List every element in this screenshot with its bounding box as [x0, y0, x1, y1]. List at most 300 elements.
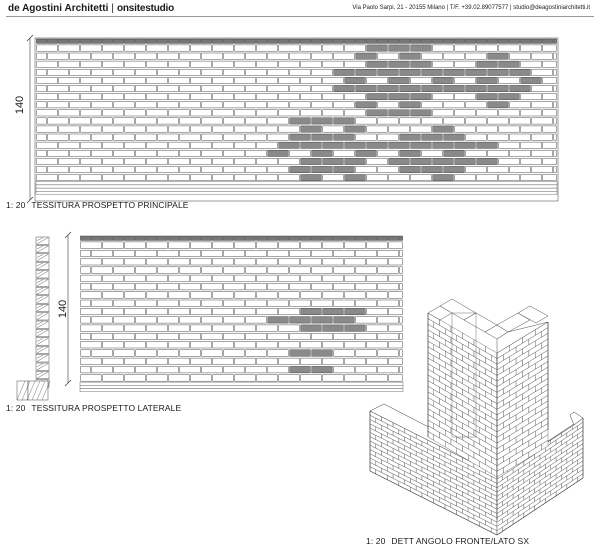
header-address: Via Paolo Sarpi, 21 - 20155 Milano | T/F. +39.02.89077577 | studio@deagostiniarchitetti.it [352, 5, 590, 11]
brick [455, 110, 476, 116]
brick [532, 53, 553, 59]
pattern-brick [400, 134, 421, 140]
brick [70, 134, 91, 140]
brick [279, 175, 300, 181]
brick [180, 69, 201, 75]
cap-brick [146, 236, 156, 240]
brick [224, 283, 245, 290]
brick [136, 69, 157, 75]
brick [213, 259, 234, 266]
brick [257, 358, 278, 365]
cap-brick [223, 39, 233, 43]
cap-brick [168, 39, 178, 43]
principal-caption [6, 200, 189, 210]
brick [455, 175, 476, 181]
brick [246, 333, 267, 340]
brick [81, 292, 102, 299]
brick [554, 53, 557, 59]
brick [147, 61, 168, 67]
pattern-brick [422, 69, 443, 75]
cap-brick [366, 39, 376, 43]
cap-brick [256, 39, 266, 43]
brick [136, 53, 157, 59]
brick [257, 242, 278, 249]
pattern-brick [323, 308, 344, 315]
brick [444, 102, 465, 108]
brick [356, 250, 377, 257]
brick [257, 375, 278, 382]
brick [81, 267, 91, 274]
brick [400, 118, 421, 124]
brick [235, 375, 256, 382]
cap-brick [201, 39, 211, 43]
brick [422, 102, 443, 108]
cap-brick [322, 39, 332, 43]
brick [48, 102, 69, 108]
brick [114, 85, 135, 91]
pattern-brick [400, 166, 421, 172]
pattern-brick [345, 158, 366, 164]
brick [81, 283, 91, 290]
brick [136, 85, 157, 91]
brick [301, 358, 322, 365]
brick [169, 158, 190, 164]
brick [59, 94, 80, 100]
brick [191, 292, 212, 299]
brick [246, 102, 267, 108]
brick [543, 126, 557, 132]
brick [224, 300, 245, 307]
pattern-brick [477, 61, 498, 67]
brick [290, 102, 311, 108]
brick [136, 267, 157, 274]
pattern-brick [301, 175, 322, 181]
pattern-brick [312, 134, 333, 140]
corner-caption [366, 536, 529, 546]
brick [554, 150, 557, 156]
brick [466, 53, 487, 59]
brick [389, 325, 403, 332]
brick [235, 242, 256, 249]
brick [279, 375, 300, 382]
brick [169, 77, 190, 83]
brick [455, 94, 476, 100]
brick [169, 94, 190, 100]
brick [290, 283, 311, 290]
brick [290, 69, 311, 75]
brick [224, 350, 245, 357]
pattern-brick [411, 142, 432, 148]
pattern-brick [301, 126, 322, 132]
brick [323, 110, 344, 116]
brick [554, 85, 557, 91]
pattern-brick [488, 53, 509, 59]
pattern-brick [345, 175, 366, 181]
brick [37, 126, 58, 132]
brick [191, 308, 212, 315]
brick [70, 69, 91, 75]
brick [202, 250, 223, 257]
brick [389, 126, 410, 132]
lateral-scale: 1: 20 [6, 403, 26, 413]
brick [323, 259, 344, 266]
cap-brick [135, 236, 145, 240]
cap-brick [124, 39, 134, 43]
brick [268, 250, 289, 257]
brick [37, 110, 58, 116]
brick [180, 102, 201, 108]
brick [312, 300, 333, 307]
pattern-brick [323, 142, 344, 148]
brick [114, 267, 135, 274]
pattern-brick [389, 77, 410, 83]
brick [378, 333, 399, 340]
brick [279, 292, 300, 299]
brick [510, 134, 531, 140]
brick [213, 242, 234, 249]
brick [81, 175, 102, 181]
brick [202, 134, 223, 140]
brick [59, 142, 80, 148]
lateral-elevation [80, 236, 403, 392]
cap-brick [443, 39, 453, 43]
brick [213, 77, 234, 83]
brick [257, 110, 278, 116]
brick [389, 375, 403, 382]
cap-brick [124, 236, 134, 240]
cap-brick [102, 39, 112, 43]
cap-brick [36, 39, 46, 43]
pattern-brick [312, 150, 333, 156]
pattern-brick [334, 166, 355, 172]
brick [191, 61, 212, 67]
brick [136, 283, 157, 290]
pattern-brick [301, 325, 322, 332]
brick [213, 158, 234, 164]
brick [125, 77, 146, 83]
pattern-brick [433, 142, 454, 148]
brick [488, 150, 509, 156]
brick [169, 142, 190, 148]
brick [422, 118, 443, 124]
brick [422, 150, 443, 156]
brick [279, 45, 300, 51]
brick [532, 69, 553, 75]
brick [202, 166, 223, 172]
brick [125, 175, 146, 181]
brick [158, 366, 179, 373]
pattern-brick [488, 69, 509, 75]
brick [356, 317, 377, 324]
pattern-brick [279, 142, 300, 148]
brick [279, 259, 300, 266]
brick [213, 375, 234, 382]
brick [202, 366, 223, 373]
brick [114, 283, 135, 290]
pattern-brick [411, 94, 432, 100]
pattern-brick [411, 110, 432, 116]
brick [499, 126, 520, 132]
brick [136, 366, 157, 373]
pattern-brick [499, 61, 520, 67]
brick [554, 102, 557, 108]
brick [70, 85, 91, 91]
brick [268, 53, 289, 59]
pattern-brick [312, 366, 333, 373]
pattern-brick [488, 85, 509, 91]
pattern-brick [378, 69, 399, 75]
brick [367, 375, 388, 382]
brick [37, 118, 47, 124]
brick [92, 366, 113, 373]
brick [301, 110, 322, 116]
brick [356, 267, 377, 274]
cap-brick [201, 236, 211, 240]
pattern-brick [411, 61, 432, 67]
brick [81, 358, 102, 365]
pattern-brick [433, 77, 454, 83]
brick [543, 110, 557, 116]
brick [136, 134, 157, 140]
pattern-brick [444, 134, 465, 140]
brick [70, 53, 91, 59]
cap-brick [498, 39, 508, 43]
brick [147, 94, 168, 100]
cap-brick [487, 39, 497, 43]
brick [268, 134, 289, 140]
pattern-brick [488, 102, 509, 108]
brick [257, 126, 278, 132]
brick [290, 333, 311, 340]
brick [213, 342, 234, 349]
brick [477, 110, 498, 116]
cap-brick [355, 39, 365, 43]
cap-brick [476, 39, 486, 43]
cap-brick [267, 236, 277, 240]
brick [136, 102, 157, 108]
brick [180, 85, 201, 91]
brick [180, 267, 201, 274]
brick [279, 61, 300, 67]
brick [103, 175, 124, 181]
brick [92, 118, 113, 124]
cap-brick [333, 39, 343, 43]
brick [400, 250, 403, 257]
brick [158, 283, 179, 290]
brick [312, 69, 333, 75]
brick [136, 150, 157, 156]
brick [356, 166, 377, 172]
brick [279, 94, 300, 100]
cap-brick [300, 236, 310, 240]
brick [136, 300, 157, 307]
brick [356, 283, 377, 290]
brick [378, 267, 399, 274]
brick [246, 166, 267, 172]
brick [224, 250, 245, 257]
brick [147, 77, 168, 83]
brick [312, 102, 333, 108]
brick [180, 150, 201, 156]
brick [378, 350, 399, 357]
brick [400, 300, 403, 307]
brick [466, 102, 487, 108]
brick [543, 45, 557, 51]
brick [103, 275, 124, 282]
brick [510, 118, 531, 124]
pattern-brick [466, 85, 487, 91]
brick [378, 53, 399, 59]
brick [169, 126, 190, 132]
brick [81, 142, 102, 148]
base-course [36, 182, 557, 185]
firm-name: de Agostini Architetti [8, 3, 109, 14]
brick [81, 126, 102, 132]
brick [125, 292, 146, 299]
brick [389, 342, 403, 349]
brick [356, 333, 377, 340]
pattern-brick [334, 118, 355, 124]
brick [246, 134, 267, 140]
brick [81, 77, 102, 83]
brick [114, 366, 135, 373]
brick [334, 300, 355, 307]
brick [191, 275, 212, 282]
brick [48, 166, 69, 172]
pattern-brick [477, 142, 498, 148]
brick [268, 283, 289, 290]
brick [323, 242, 344, 249]
pattern-brick [312, 350, 333, 357]
pattern-brick [345, 142, 366, 148]
cap-brick [256, 236, 266, 240]
brick [323, 45, 344, 51]
brick [158, 150, 179, 156]
brick [543, 61, 557, 67]
brick [455, 45, 476, 51]
brick [191, 342, 212, 349]
brick [147, 325, 168, 332]
brick [37, 45, 58, 51]
brick [136, 333, 157, 340]
brick [70, 150, 91, 156]
brick [180, 283, 201, 290]
brick [235, 77, 256, 83]
brick [334, 283, 355, 290]
brick [257, 142, 278, 148]
brick [543, 175, 557, 181]
brick [147, 110, 168, 116]
brick [213, 126, 234, 132]
brick [92, 283, 113, 290]
cap-brick [190, 236, 200, 240]
brick [279, 242, 300, 249]
brick [290, 150, 311, 156]
brick [290, 267, 311, 274]
brick [301, 375, 322, 382]
brick [235, 342, 256, 349]
brick [257, 77, 278, 83]
foundation-block [17, 381, 28, 400]
brick [345, 45, 366, 51]
brick [477, 175, 498, 181]
brick [345, 259, 366, 266]
brick [400, 283, 403, 290]
brick [158, 250, 179, 257]
cap-brick [157, 39, 167, 43]
pattern-brick [356, 69, 377, 75]
brick [378, 366, 399, 373]
brick [213, 142, 234, 148]
brick [488, 166, 509, 172]
brick [169, 175, 190, 181]
pattern-brick [334, 134, 355, 140]
brick [147, 175, 168, 181]
brick [246, 317, 267, 324]
brick [433, 61, 454, 67]
brick [92, 317, 113, 324]
brick [136, 250, 157, 257]
base-course [80, 382, 403, 385]
brick [213, 175, 234, 181]
brick [180, 166, 201, 172]
brick [257, 275, 278, 282]
brick [510, 166, 531, 172]
brick [455, 77, 476, 83]
pattern-brick [323, 158, 344, 164]
brick [81, 325, 102, 332]
brick [191, 325, 212, 332]
brick [235, 275, 256, 282]
brick [37, 102, 47, 108]
brick [521, 110, 542, 116]
brick [81, 300, 91, 307]
pattern-brick [411, 45, 432, 51]
brick [48, 134, 69, 140]
pattern-brick [345, 308, 366, 315]
brick [114, 250, 135, 257]
brick [224, 69, 245, 75]
brick [301, 45, 322, 51]
brick [224, 333, 245, 340]
pattern-brick [389, 94, 410, 100]
brick [213, 308, 234, 315]
cap-brick [234, 39, 244, 43]
brick [169, 325, 190, 332]
brick [70, 166, 91, 172]
brick [48, 85, 69, 91]
brick [169, 375, 190, 382]
brick [499, 142, 520, 148]
pattern-brick [290, 350, 311, 357]
brick [213, 325, 234, 332]
brick [59, 175, 80, 181]
base-course [36, 185, 557, 188]
brick [158, 317, 179, 324]
cap-brick [311, 236, 321, 240]
cap-brick [146, 39, 156, 43]
brick [499, 77, 520, 83]
brick [268, 118, 289, 124]
cap-brick [102, 236, 112, 240]
principal-title: TESSITURA PROSPETTO PRINCIPALE [31, 200, 189, 210]
brick [147, 375, 168, 382]
brick [389, 308, 403, 315]
brick [554, 69, 557, 75]
brick [400, 267, 403, 274]
brick [532, 118, 553, 124]
brick [268, 350, 289, 357]
